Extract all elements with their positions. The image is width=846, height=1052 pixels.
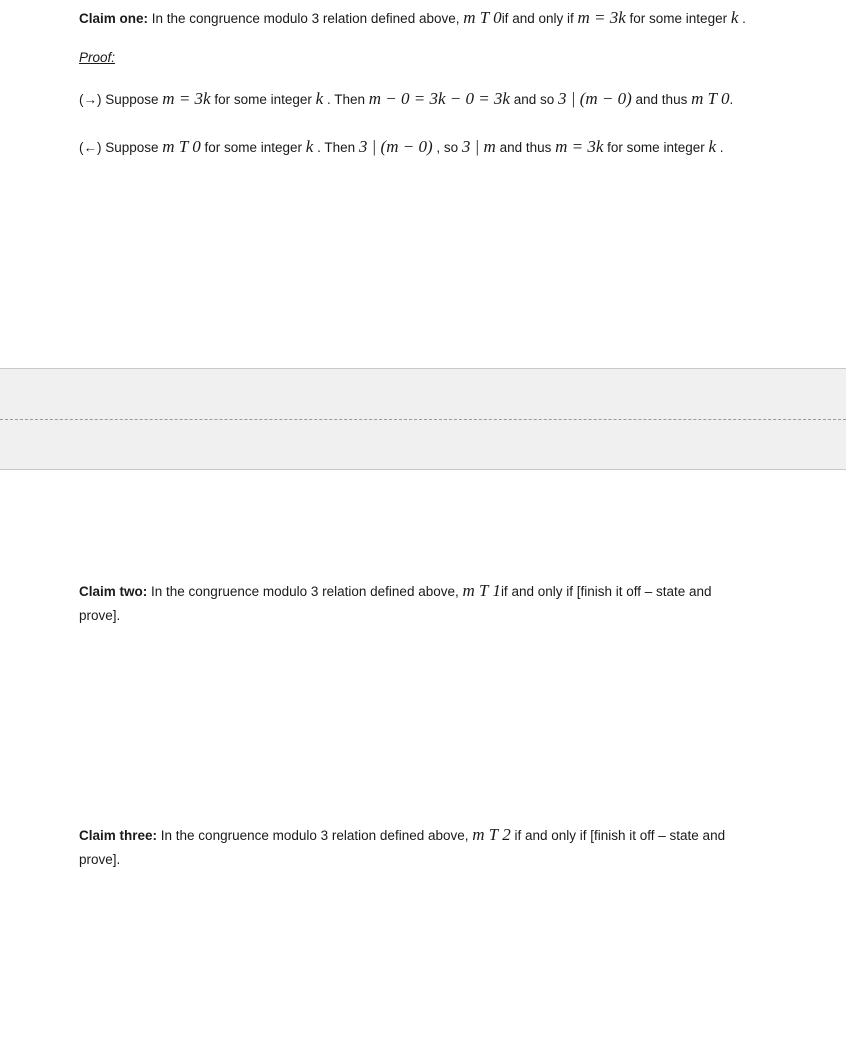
forward-math-1: m = 3k — [162, 89, 211, 108]
claim-one-text-4: . — [738, 11, 746, 26]
claim-one-math-k: k — [730, 8, 739, 27]
claim-two-text-1: In the congruence modulo 3 relation defined above, — [147, 584, 463, 599]
proof-forward-line — [79, 89, 733, 110]
forward-arrow: (→) — [79, 92, 102, 107]
backward-text-2: for some integer — [200, 140, 306, 155]
backward-math-1: m T 0 — [162, 137, 201, 156]
claim-one-text-3: for some integer — [625, 11, 731, 26]
backward-math-3: 3 | (m − 0) — [358, 137, 433, 156]
claim-one-label: Claim one: — [79, 11, 149, 26]
claim-three-text-3: prove]. — [79, 852, 121, 867]
backward-text-1: Suppose — [101, 140, 163, 155]
forward-text-1: Suppose — [101, 92, 163, 107]
backward-math-6: k — [708, 137, 717, 156]
claim-three-text-1: In the congruence modulo 3 relation defined above, — [157, 828, 473, 843]
claim-two-math: m T 1 — [462, 581, 501, 600]
backward-math-4: 3 | m — [461, 137, 496, 156]
document-page-1 — [0, 0, 846, 368]
claim-one-math-m3k: m = 3k — [577, 8, 626, 27]
forward-text-4: and so — [509, 92, 559, 107]
claim-three-label: Claim three: — [79, 828, 158, 843]
backward-text-6: for some integer — [603, 140, 709, 155]
claim-three-line-1 — [79, 825, 725, 846]
claim-three-line-2 — [79, 850, 120, 870]
proof-label: Proof: — [79, 50, 116, 65]
backward-text-3: . Then — [313, 140, 359, 155]
claim-three-math: m T 2 — [472, 825, 511, 844]
claim-one-line — [79, 8, 746, 29]
claim-one-text: In the congruence modulo 3 relation defined above, — [148, 11, 464, 26]
proof-backward-line — [79, 137, 724, 158]
forward-math-2: k — [315, 89, 324, 108]
forward-text-2: for some integer — [210, 92, 316, 107]
claim-two-text-3: prove]. — [79, 608, 121, 623]
claim-one-text-2: if and only if — [501, 11, 578, 26]
claim-two-text-2: if and only if [finish it off – state and — [500, 584, 712, 599]
backward-text-7: . — [716, 140, 724, 155]
forward-math-4: 3 | (m − 0) — [558, 89, 632, 108]
forward-math-5: m T 0 — [691, 89, 730, 108]
proof-heading — [79, 48, 115, 68]
claim-three-text-2: if and only if [finish it off – state and — [510, 828, 726, 843]
document-page-2 — [0, 470, 846, 1052]
forward-text-6: . — [729, 92, 734, 107]
backward-text-4: , so — [432, 140, 462, 155]
forward-text-3: . Then — [323, 92, 369, 107]
backward-math-2: k — [305, 137, 314, 156]
claim-two-label: Claim two: — [79, 584, 148, 599]
claim-two-line-1 — [79, 581, 712, 602]
backward-math-5: m = 3k — [555, 137, 604, 156]
forward-text-5: and thus — [631, 92, 692, 107]
forward-math-3: m − 0 = 3k − 0 = 3k — [368, 89, 510, 108]
backward-text-5: and thus — [495, 140, 556, 155]
backward-arrow: (←) — [79, 140, 102, 155]
claim-one-math-mT0: m T 0 — [463, 8, 502, 27]
claim-two-line-2 — [79, 606, 120, 626]
page-break-divider — [0, 419, 846, 420]
page-gap — [0, 368, 846, 470]
